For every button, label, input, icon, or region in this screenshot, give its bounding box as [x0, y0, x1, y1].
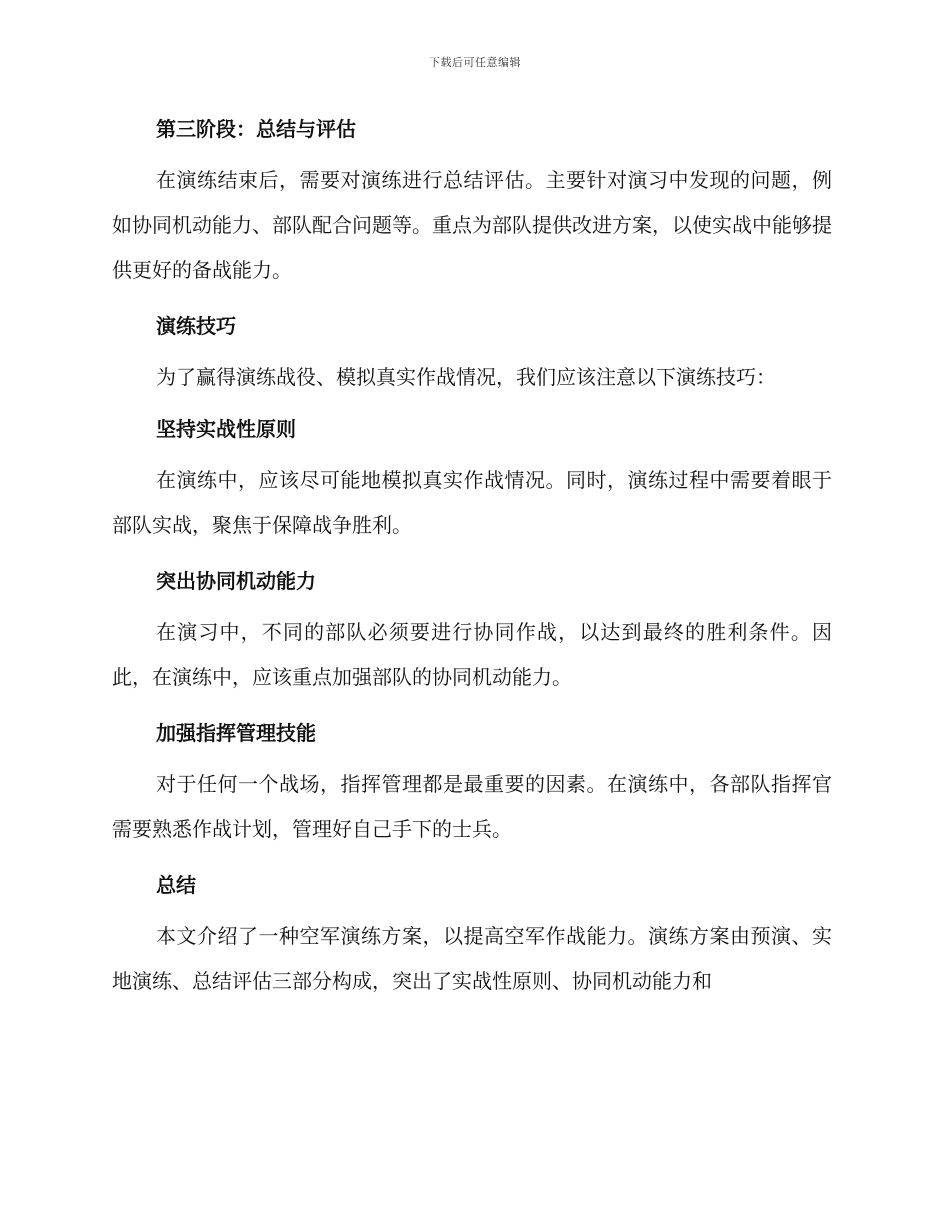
section-heading-command-management: 加强指挥管理技能: [156, 721, 316, 745]
section-paragraph-stage-three: 在演练结束后，需要对演练进行总结评估。主要针对演习中发现的问题，例如协同机动能力、部队配合问题等。重点为部队提供改进方案，以使实战中能够提供更好的备战能力。: [112, 168, 832, 282]
section-paragraph-summary: 本文介绍了一种空军演练方案，以提高空军作战能力。演练方案由预演、实地演练、总结评估三部分构成，突出了实战性原则、协同机动能力和: [112, 924, 832, 993]
section-paragraph-command-management: 对于任何一个战场，指挥管理都是最重要的因素。在演练中，各部队指挥官需要熟悉作战计划，管理好自己手下的士兵。: [112, 772, 832, 841]
header-note: 下载后可任意编辑: [429, 56, 521, 69]
section-heading-realistic-combat: 坚持实战性原则: [156, 417, 296, 441]
section-paragraph-realistic-combat: 在演练中，应该尽可能地模拟真实作战情况。同时，演练过程中需要着眼于部队实战，聚焦于保障战争胜利。: [112, 468, 832, 537]
section-heading-stage-three: 第三阶段：总结与评估: [156, 117, 356, 141]
section-heading-summary: 总结: [156, 873, 196, 897]
section-paragraph-coordinated-mobility: 在演习中，不同的部队必须要进行协同作战，以达到最终的胜利条件。因此，在演练中，应该重点加强部队的协同机动能力。: [112, 620, 832, 689]
section-heading-drill-tips: 演练技巧: [156, 314, 236, 338]
section-paragraph-drill-tips: 为了赢得演练战役、模拟真实作战情况，我们应该注意以下演练技巧：: [156, 365, 776, 389]
document-body: [112, 112, 832, 1004]
section-heading-coordinated-mobility: 突出协同机动能力: [156, 569, 316, 593]
